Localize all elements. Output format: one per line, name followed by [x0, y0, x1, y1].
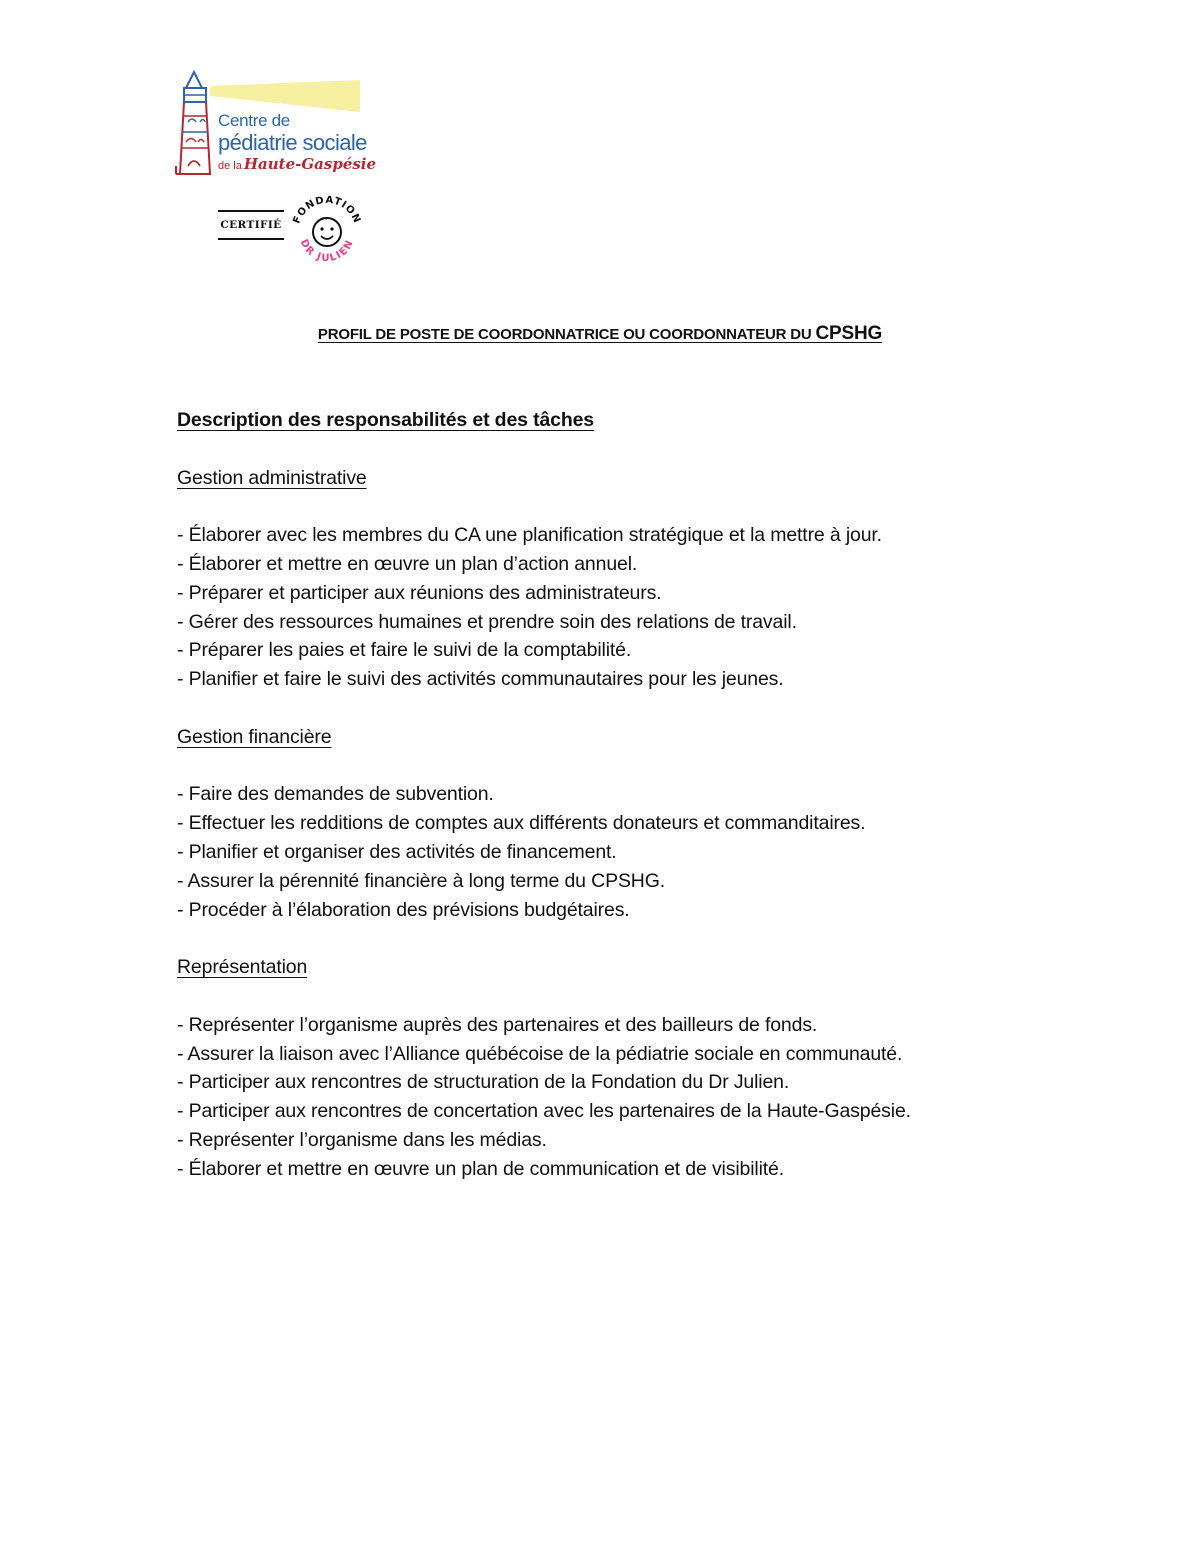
list-item: - Assurer la pérennité financière à long terme du CPSHG. [177, 869, 666, 892]
logo-line-3 [218, 157, 376, 173]
document-title [0, 323, 1200, 345]
list-item: - Participer aux rencontres de structuration de la Fondation du Dr Julien. [177, 1071, 790, 1094]
title-main [317, 323, 883, 344]
logo-line-1: Centre de [218, 111, 290, 130]
badge-bottom-text: DR JULIEN [297, 237, 357, 265]
list-item: - Planifier et faire le suivi des activités communautaires pour les jeunes. [177, 668, 784, 691]
document-body [177, 406, 1137, 1184]
list-item: - Représenter l’organisme dans les médias. [177, 1128, 547, 1151]
list-item: - Préparer les paies et faire le suivi de la comptabilité. [177, 639, 632, 662]
title-acronym: CPSHG [815, 323, 883, 344]
list-item: - Préparer et participer aux réunions des administrateurs. [177, 581, 662, 604]
subsection-title-gestion-financiere: Gestion financière [177, 725, 332, 748]
list-item: - Participer aux rencontres de concertation avec les partenaires de la Haute-Gaspésie. [177, 1100, 911, 1123]
logo-line-3-script: Haute-Gaspésie [243, 155, 377, 173]
organization-logo [172, 66, 377, 184]
title-main-text: PROFIL DE POSTE DE COORDONNATRICE OU COORDONNATEUR DU [317, 326, 812, 343]
badge-top-text: FONDATION [291, 194, 363, 226]
task-list-representation [177, 1011, 1137, 1184]
list-item: - Effectuer les redditions de comptes aux différents donateurs et commanditaires. [177, 812, 866, 835]
list-item: - Planifier et organiser des activités de financement. [177, 840, 617, 863]
list-item: - Assurer la liaison avec l’Alliance québécoise de la pédiatrie sociale en communauté. [177, 1042, 903, 1065]
list-item: - Gérer des ressources humaines et prendre soin des relations de travail. [177, 610, 797, 633]
certified-label: CERTIFIÉ [218, 210, 284, 240]
list-item: - Procéder à l’élaboration des prévisions budgétaires. [177, 898, 630, 921]
logo-line-3-prefix: de la [218, 160, 242, 172]
subsection-title-gestion-administrative: Gestion administrative [177, 466, 367, 489]
logo-wordmark [218, 112, 376, 173]
list-item: - Représenter l’organisme auprès des partenaires et des bailleurs de fonds. [177, 1013, 818, 1036]
certification-mark [218, 192, 368, 272]
logo-line-2: pédiatrie sociale [218, 130, 367, 155]
face-icon [313, 218, 341, 246]
list-item: - Élaborer et mettre en œuvre un plan d’action annuel. [177, 552, 638, 575]
task-list-gestion-administrative [177, 521, 1137, 694]
list-item: - Élaborer avec les membres du CA une planification stratégique et la mettre à jour. [177, 524, 882, 547]
section-heading: Description des responsabilités et des tâches [177, 409, 594, 431]
task-list-gestion-financiere [177, 780, 1137, 924]
list-item: - Élaborer et mettre en œuvre un plan de communication et de visibilité. [177, 1157, 784, 1180]
list-item: - Faire des demandes de subvention. [177, 783, 494, 806]
subsection-title-representation: Représentation [177, 956, 308, 979]
fondation-dr-julien-badge [288, 192, 366, 270]
